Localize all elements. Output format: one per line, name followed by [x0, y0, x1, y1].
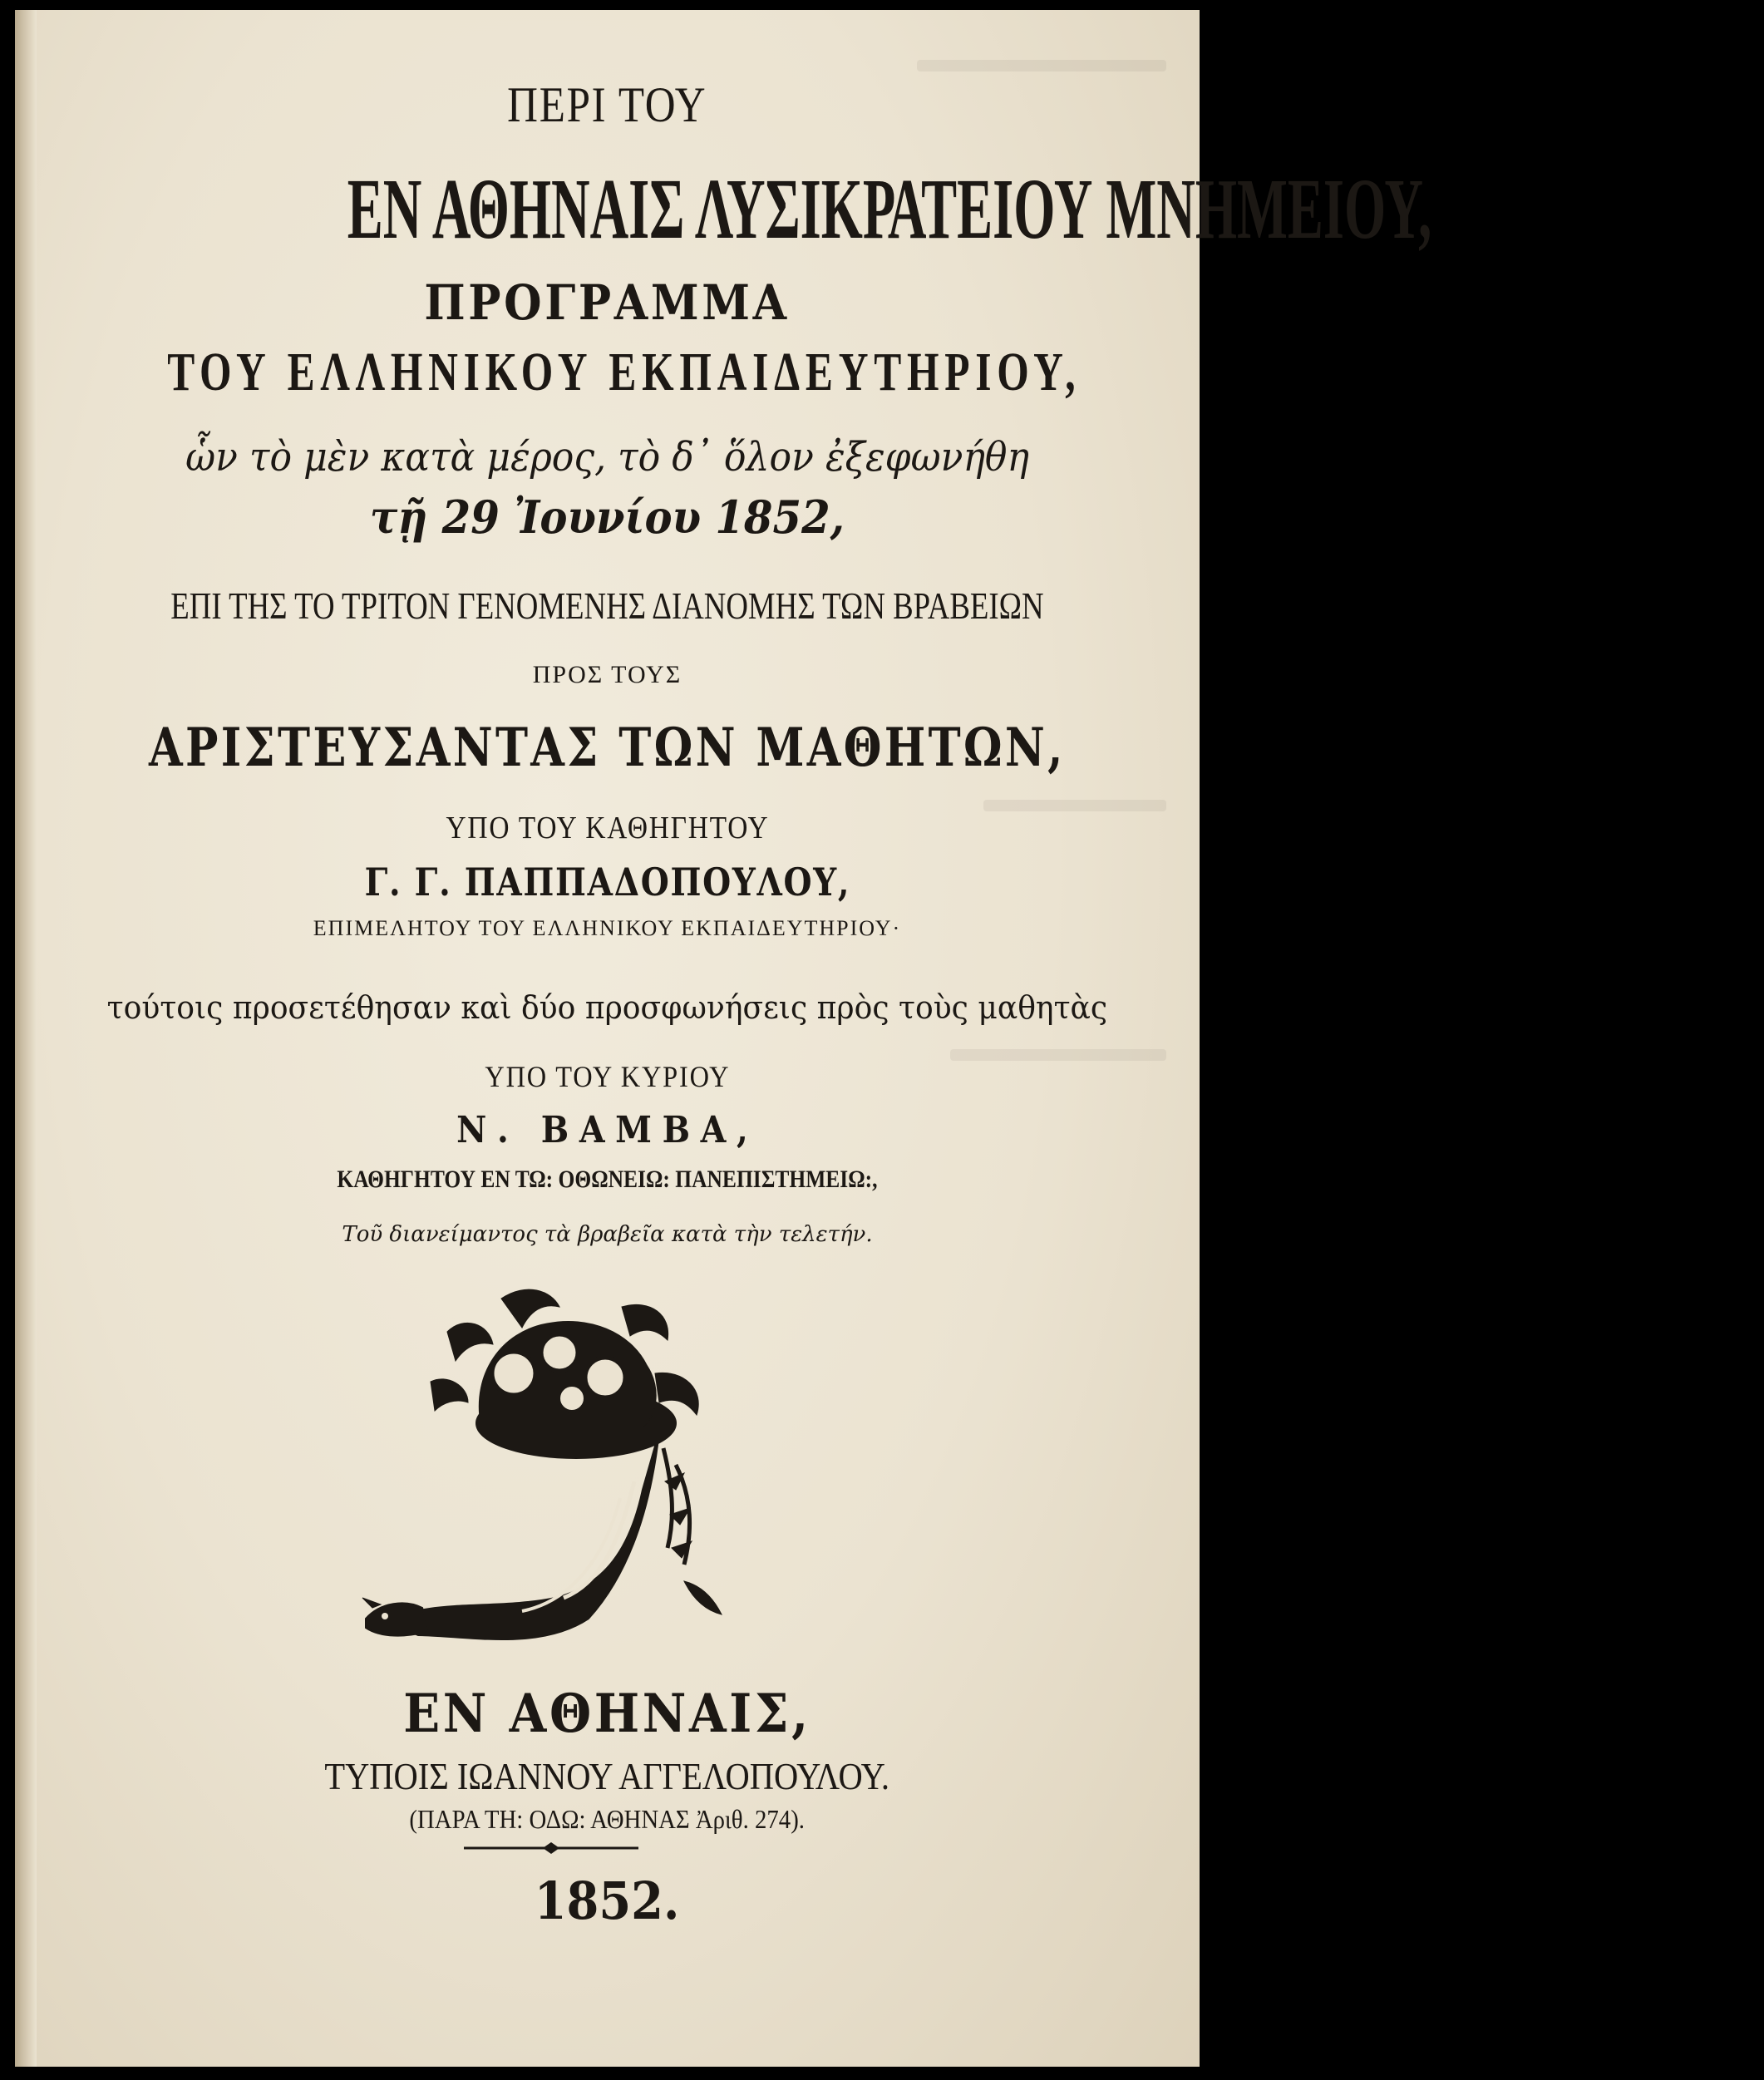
line-dianeimantos: Τοῦ διανείμαντος τὰ βραβεῖα κατὰ τὴν τελετήν. — [342, 1222, 873, 1247]
imprint-printer: ΤΥΠΟΙΣ ΙΩΑΝΝΟΥ ΑΓΓΕΛΟΠΟΥΛΟΥ. — [324, 1755, 890, 1797]
heading-aristeusantas: ΑΡΙΣΤΕΥΣΑΝΤΑΣ ΤΩΝ ΜΑΘΗΤΩΝ, — [149, 717, 1066, 779]
imprint-place: ΕΝ ΑΘΗΝΑΙΣ, — [403, 1683, 811, 1745]
heading-lysikrateiou-mnimeiou: ΕΝ ΑΘΗΝΑΙΣ ΛΥΣΙΚΡΑΤΕΙΟΥ ΜΝΗΜΕΙΟΥ, — [347, 161, 1432, 257]
author-name: Γ. Γ. ΠΑΠΠΑΔΟΠΟΥΛΟΥ, — [364, 860, 850, 904]
heading-programma: ΠΡΟΓΡΑΜΜΑ — [424, 274, 791, 331]
line-ypo-tou-kathigitou: ΥΠΟ ΤΟΥ ΚΑΘΗΓΗΤΟΥ — [446, 811, 769, 845]
line-dianomis-vraveion: ΕΠΙ ΤΗΣ ΤΟ ΤΡΙΤΟΝ ΓΕΝΟΜΕΝΗΣ ΔΙΑΝΟΜΗΣ ΤΩΝ ΒΡΑΒΕΙΩΝ — [170, 584, 1044, 627]
heading-ellinikou-ekpaideutiriou: ΤΟΥ ΕΛΛΗΝΙΚΟΥ ΕΚΠΑΙΔΕΥΤΗΡΙΟΥ, — [167, 342, 1082, 402]
imprint-address: (ΠΑΡΑ ΤΗ: ΟΔΩ: ΑΘΗΝΑΣ Ἀριθ. 274). — [409, 1804, 806, 1834]
second-author-name: Ν. ΒΑΜΒΑ, — [456, 1109, 759, 1151]
cornucopia-icon — [356, 1282, 738, 1664]
italic-line-exefonithi: ὧν τὸ μὲν κατὰ μέρος, τὸ δ᾽ ὅλον ἐξεφωνήθη — [185, 434, 1029, 481]
decorative-rule — [464, 1842, 638, 1854]
heading-peri-tou: ΠΕΡΙ ΤΟΥ — [507, 77, 707, 132]
imprint-year: 1852. — [535, 1871, 680, 1931]
line-ypo-tou-kyriou: ΥΠΟ ΤΟΥ ΚΥΡΙΟΥ — [484, 1060, 730, 1093]
date-line: τῇ 29 Ἰουνίου 1852, — [369, 490, 845, 544]
author-title: ΕΠΙΜΕΛΗΤΟΥ ΤΟΥ ΕΛΛΗΝΙΚΟΥ ΕΚΠΑΙΔΕΥΤΗΡΙΟΥ· — [313, 916, 902, 940]
line-prosfoniseis: τούτοις προσετέθησαν καὶ δύο προσφωνήσεις πρὸς τοὺς μαθητὰς — [106, 989, 1108, 1026]
line-pros-tous: ΠΡΟΣ ΤΟΥΣ — [532, 661, 682, 688]
title-page — [15, 10, 1432, 2067]
second-author-title: ΚΑΘΗΓΗΤΟΥ ΕΝ ΤΩ: ΟΘΩΝΕΙΩ: ΠΑΝΕΠΙΣΤΗΜΕΙΩ:, — [337, 1166, 878, 1193]
show-through — [917, 60, 1166, 71]
